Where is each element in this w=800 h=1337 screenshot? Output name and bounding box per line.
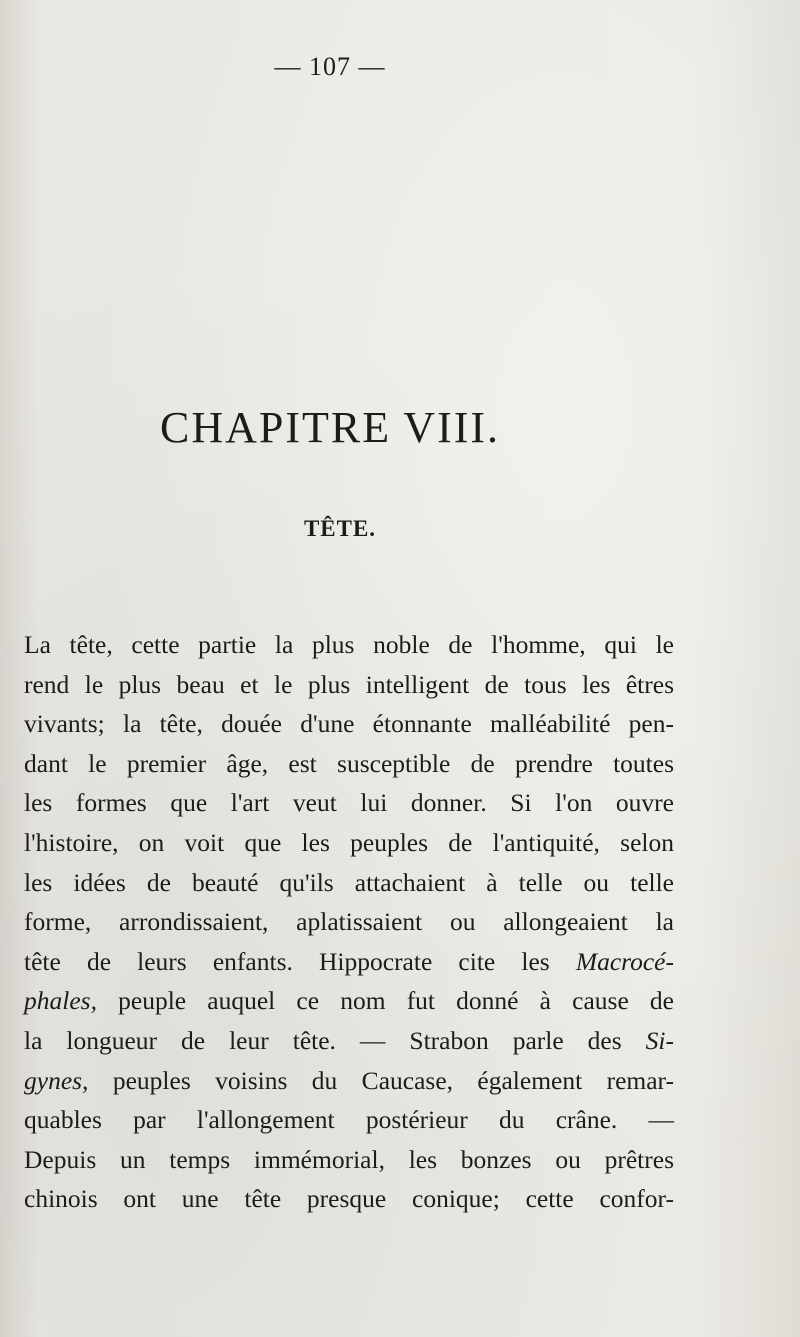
text-line: les idées de beauté qu'ils attachaient à telle ou telle xyxy=(24,867,674,897)
text-line: Depuis un temps immémorial, les bonzes ou prêtres xyxy=(24,1144,674,1174)
italic-term: phales, xyxy=(24,986,97,1016)
section-title: TÊTE. xyxy=(303,516,377,541)
text-line xyxy=(24,1061,674,1101)
text-line: rend le plus beau et le plus intelligent de tous les êtres xyxy=(24,669,674,699)
text-segment: la longueur de leur tête. — Strabon parle des xyxy=(24,1025,622,1055)
text-segment: peuple auquel ce nom fut donné à cause de xyxy=(118,986,675,1016)
text-line: forme, arrondissaient, aplatissaient ou allongeaient la xyxy=(24,907,674,937)
text-line: l'histoire, on voit que les peuples de l'antiquité, selon xyxy=(24,827,674,857)
italic-term: Macrocé- xyxy=(575,946,674,976)
chapter-title: CHAPITRE VIII. xyxy=(159,403,501,452)
page-number: — 107 — xyxy=(274,52,386,81)
text-line: les formes que l'art veut lui donner. Si l'on ouvre xyxy=(24,788,674,818)
italic-term: Si- xyxy=(645,1025,674,1055)
text-segment: tête de leurs enfants. Hippocrate cite les xyxy=(24,946,550,976)
body-paragraph xyxy=(24,625,674,1219)
text-line xyxy=(24,1021,674,1061)
text-line xyxy=(24,981,674,1021)
text-line xyxy=(24,942,674,982)
text-line: chinois ont une tête presque conique; cette confor- xyxy=(24,1184,674,1214)
text-segment: peuples voisins du Caucase, également remar- xyxy=(112,1065,675,1095)
text-line: vivants; la tête, douée d'une étonnante malléabilité pen- xyxy=(24,709,674,739)
text-line: quables par l'allongement postérieur du crâne. — xyxy=(24,1105,674,1135)
italic-term: gynes, xyxy=(24,1065,89,1095)
text-line: La tête, cette partie la plus noble de l'homme, qui le xyxy=(24,630,674,659)
text-line: dant le premier âge, est susceptible de prendre toutes xyxy=(24,748,674,778)
